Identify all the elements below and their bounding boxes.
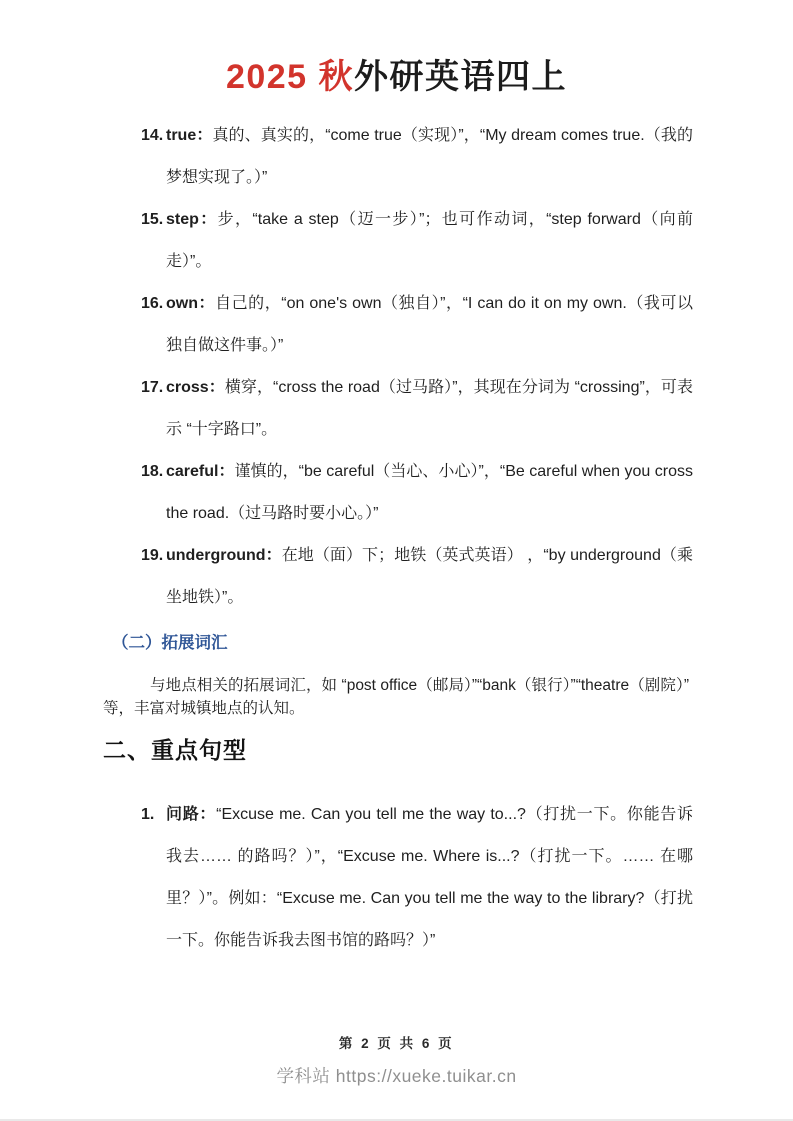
item-term: careful： <box>166 462 235 480</box>
vocab-item <box>141 451 693 535</box>
vocab-item <box>141 535 693 619</box>
item-text: “Excuse me. Can you tell me the way to...?（打扰一下。你能告诉我去…… 的路吗？）”，“Excuse me. Where is...?（打扰一下。…… 在哪里？）”。例如：“Excuse me. Can you tell me the way to the library?（打扰一下。你能告诉我去图书馆的路吗？）” <box>166 805 693 949</box>
sentence-list <box>141 794 693 962</box>
vocab-item <box>141 115 693 199</box>
item-term: own： <box>166 294 216 312</box>
vocab-item <box>141 199 693 283</box>
item-term: underground： <box>166 546 282 564</box>
item-number: 1. <box>141 805 155 823</box>
item-number: 17. <box>141 378 164 396</box>
section-heading-key-sentences: 二、重点句型 <box>103 736 247 763</box>
item-text: 真的、真实的，“come true（实现）”，“My dream comes true.（我的梦想实现了。）” <box>166 126 693 186</box>
item-text: 自己的，“on one's own（独自）”，“I can do it on my own.（我可以独自做这件事。）” <box>166 294 693 354</box>
vocab-item <box>141 283 693 367</box>
section-heading-expand-vocab: （二）拓展词汇 <box>112 633 228 652</box>
item-term: cross： <box>166 378 225 396</box>
footer-page-number: 第 2 页 共 6 页 <box>338 1036 455 1051</box>
item-term: step： <box>166 210 218 228</box>
item-text: 横穿，“cross the road（过马路）”，其现在分词为 “crossing”，可表示 “十字路口”。 <box>166 378 693 438</box>
page-title <box>0 0 793 99</box>
item-text: 在地（面）下；地铁（英式英语） ，“by underground（乘坐地铁）”。 <box>166 546 693 606</box>
item-number: 19. <box>141 546 164 564</box>
item-number: 15. <box>141 210 164 228</box>
page-title-red: 2025 秋 <box>225 58 355 96</box>
vocab-list <box>141 115 693 619</box>
item-number: 14. <box>141 126 164 144</box>
expand-vocab-paragraph: 与地点相关的拓展词汇，如 “post office（邮局）”“bank（银行）”“theatre（剧院）” 等，丰富对城镇地点的认知。 <box>103 676 689 717</box>
sentence-item <box>141 794 693 962</box>
item-number: 18. <box>141 462 164 480</box>
footer-site-watermark: 学科站 https://xueke.tuikar.cn <box>276 1066 517 1086</box>
item-number: 16. <box>141 294 164 312</box>
page-title-black: 外研英语四上 <box>354 58 568 96</box>
item-text: 谨慎的，“be careful（当心、小心）”，“Be careful when you cross the road.（过马路时要小心。）” <box>166 462 693 522</box>
item-term: 问路： <box>166 805 217 823</box>
item-text: 步，“take a step（迈一步）”；也可作动词，“step forward（向前走）”。 <box>166 210 693 270</box>
vocab-item <box>141 367 693 451</box>
item-term: true： <box>166 126 213 144</box>
